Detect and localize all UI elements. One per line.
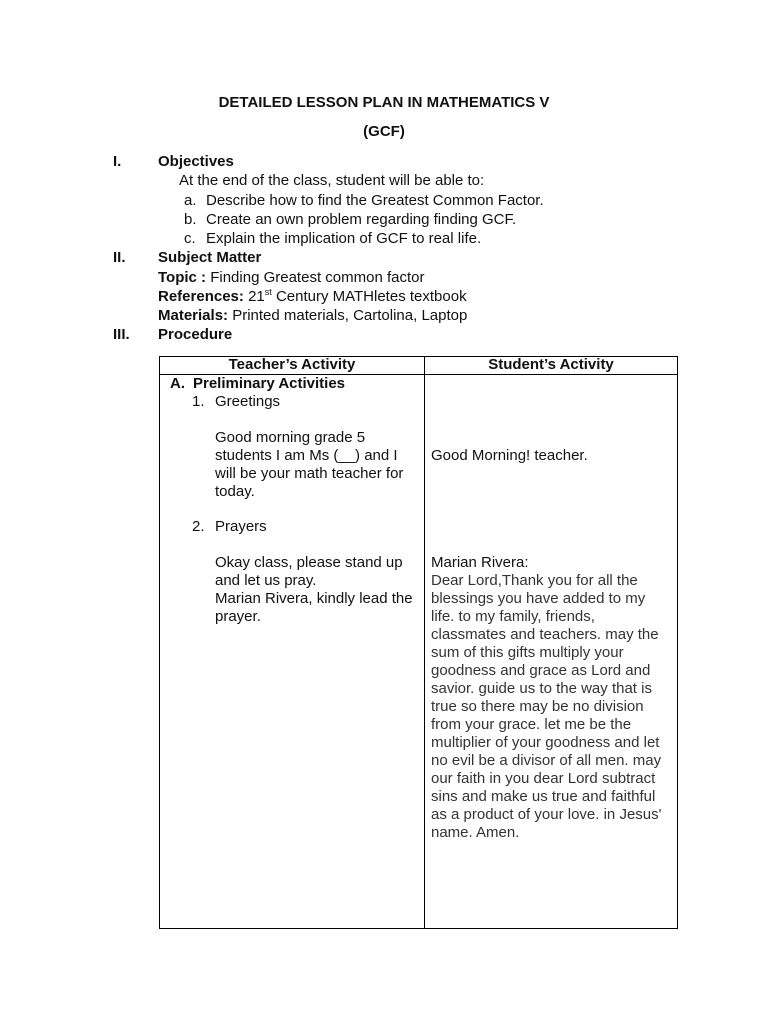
prayer-text: Dear Lord,Thank you for all the blessings you have added to my life. to my family, friends, classmates and teachers. may the sum of this gifts multiply your goodness and grace as Lord and savior. guide us to the way that is true so there may be no division from your grace. let me be the multiplier of your goodness and let no evil be a divisor of all men. may our faith in you dear Lord subtract sins and make us true and faithful as a product of your love. in Jesus' name. Amen. xyxy=(431,572,662,841)
student-activity-content xyxy=(425,375,677,928)
section-numeral-subject-matter: II. xyxy=(113,249,126,266)
header-student-activity: Student’s Activity xyxy=(425,357,678,375)
objective-item: Create an own problem regarding finding GCF. xyxy=(206,211,517,228)
section-numeral-objectives: I. xyxy=(113,153,122,170)
references-label: References: xyxy=(158,288,244,305)
topic-label: Topic : xyxy=(158,269,207,286)
references-ordinal-suffix: st xyxy=(264,287,272,297)
topic-line xyxy=(158,269,424,286)
greetings-text: Good morning grade 5 students I am Ms (__) and I will be your math teacher for today. xyxy=(215,429,404,500)
document-subtitle: (GCF) xyxy=(363,123,405,140)
prayers-instruction: Okay class, please stand up and let us pray. xyxy=(215,554,403,589)
greeting-reply: Good Morning! teacher. xyxy=(431,447,588,464)
materials-line xyxy=(158,307,467,324)
section-heading-objectives: Objectives xyxy=(158,153,234,170)
topic-value: Finding Greatest common factor xyxy=(210,269,425,286)
table-row xyxy=(160,375,678,929)
item-title-prayers: Prayers xyxy=(215,518,267,535)
section-heading-procedure: Procedure xyxy=(158,326,233,343)
materials-label: Materials: xyxy=(158,307,229,324)
student-activity-cell xyxy=(425,375,678,929)
procedure-table xyxy=(159,356,678,929)
teacher-activity-content xyxy=(160,375,424,928)
objective-item: Describe how to find the Greatest Common Factor. xyxy=(206,192,544,209)
item-marker: 2. xyxy=(192,518,205,535)
section-marker: A. xyxy=(170,375,185,392)
objective-marker: c. xyxy=(184,230,196,247)
section-heading-subject-matter: Subject Matter xyxy=(158,249,262,266)
item-title-greetings: Greetings xyxy=(215,393,281,410)
prayer-leader: Marian Rivera: xyxy=(431,554,529,571)
references-value: Century MATHletes textbook xyxy=(275,288,467,305)
table-header-row xyxy=(160,357,678,375)
materials-value: Printed materials, Cartolina, Laptop xyxy=(232,307,468,324)
prayers-lead-request: Marian Rivera, kindly lead the prayer. xyxy=(215,590,413,625)
objective-item: Explain the implication of GCF to real life. xyxy=(206,230,482,247)
objective-marker: a. xyxy=(184,192,197,209)
item-marker: 1. xyxy=(192,393,205,410)
references-ordinal: 21 xyxy=(248,288,265,305)
objective-marker: b. xyxy=(184,211,197,228)
teacher-activity-cell xyxy=(160,375,425,929)
section-title: Preliminary Activities xyxy=(193,375,346,392)
objectives-intro: At the end of the class, student will be able to: xyxy=(179,172,485,189)
header-teacher-activity: Teacher’s Activity xyxy=(160,357,425,375)
section-numeral-procedure: III. xyxy=(113,326,130,343)
references-line xyxy=(158,288,467,305)
document-title: DETAILED LESSON PLAN IN MATHEMATICS V xyxy=(218,94,550,111)
